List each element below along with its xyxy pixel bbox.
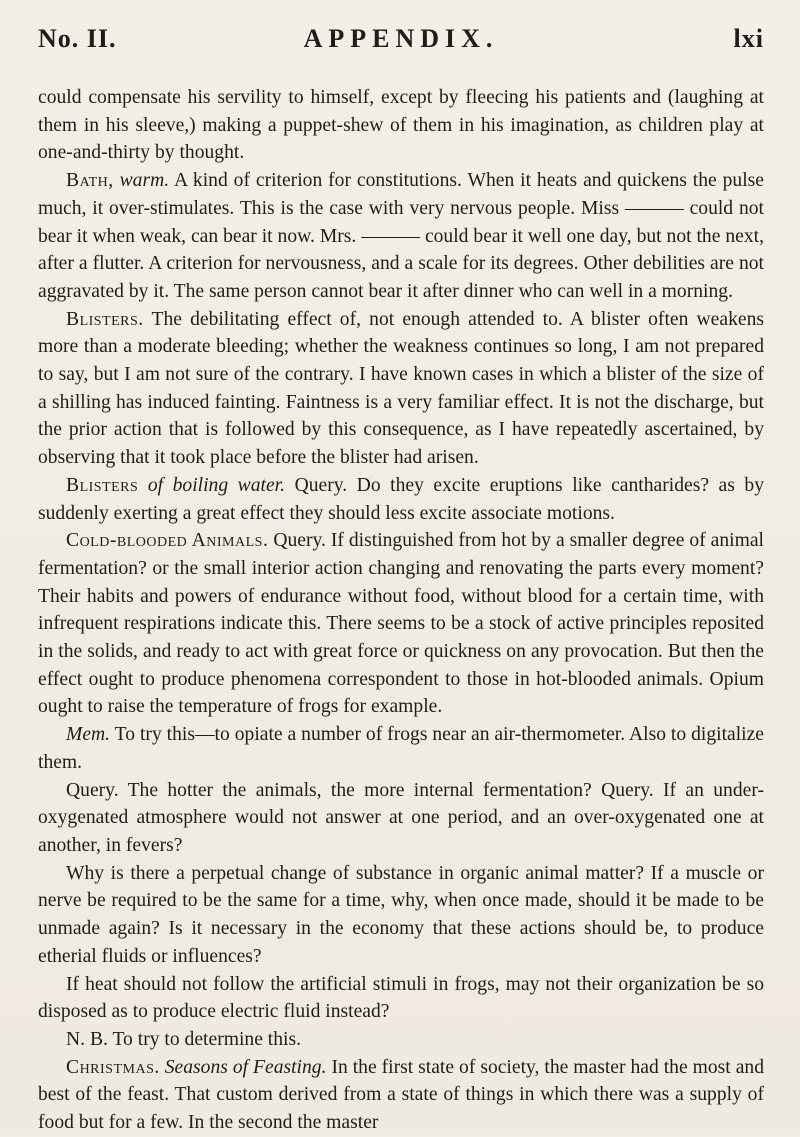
query-paragraph bbox=[38, 777, 764, 860]
header-title: APPENDIX. bbox=[303, 24, 499, 53]
entry-subheading: Seasons of Feasting. bbox=[164, 1056, 327, 1078]
entry-christmas bbox=[38, 1054, 764, 1137]
paragraph-text: Query. Do they excite eruptions like cantharides? as by suddenly exerting a great effect they should less excite associate motions. bbox=[38, 474, 764, 524]
entry-cold-blooded-animals bbox=[38, 527, 764, 721]
memo-label: Mem. bbox=[66, 724, 111, 746]
entry-heading: Cold-blooded Animals. bbox=[66, 530, 269, 552]
paragraph-text: In the first state of society, the master had the most and best of the feast. That custom derived from a state of things in which there was a supply of food but for a few. In the second the master bbox=[38, 1056, 764, 1134]
entry-subheading: warm. bbox=[119, 170, 170, 192]
page-body bbox=[38, 84, 764, 1137]
nota-bene-paragraph bbox=[38, 1026, 764, 1054]
entry-subheading: of boiling water. bbox=[147, 474, 286, 496]
running-header bbox=[38, 24, 764, 60]
entry-bath bbox=[38, 167, 764, 306]
entry-blisters-boiling-water bbox=[38, 472, 764, 527]
entry-blisters bbox=[38, 306, 764, 472]
header-section-number: No. II. bbox=[38, 24, 117, 53]
entry-heading: Christmas. bbox=[66, 1056, 160, 1078]
memo-paragraph bbox=[38, 721, 764, 776]
heat-paragraph bbox=[38, 971, 764, 1026]
paragraph-text: If heat should not follow the artificial stimuli in frogs, may not their organization be so disposed as to produce electric fluid instead? bbox=[38, 973, 764, 1023]
paragraph-text: Why is there a perpetual change of substance in organic animal matter? If a muscle or nerve be required to be the same for a time, why, when once made, should it be made to be unmade again? Is it necessary in the economy that these actions should be, to produce etherial fluids or influences? bbox=[38, 862, 764, 967]
paragraph-text: The debilitating effect of, not enough attended to. A blister often weakens more than a moderate bleeding; whether the weakness continues so long, I am not prepared to say, but I am not sure of the contrary. I have known cases in which a blister of the size of a shilling has induced fainting. Faintness is a very familiar effect. It is not the discharge, but the prior action that is followed by this consequence, as I have repeatedly ascertained, by observing that it took place before the blister had arisen. bbox=[38, 308, 764, 469]
paragraph-text: could compensate his servility to himself, except by fleecing his patients and (laughing at them in his sleeve,) making a puppet-shew of them in his imagination, as children play at one-and-thirty by thought. bbox=[38, 87, 764, 164]
paragraph-text: Query. If distinguished from hot by a smaller degree of animal fermentation? or the small interior action changing and renovating the parts every moment? Their habits and powers of endurance without food, without blood for a certain time, with infrequent respirations indicate this. There seems to be a stock of active principles reposited in the solids, and ready to act with great force or quickness on any provocation. But then the effect ought to produce phenomena correspondent to those in hot-blooded animals. Opium ought to raise the temperature of frogs for example. bbox=[38, 530, 764, 718]
header-page-number: lxi bbox=[733, 24, 764, 53]
paragraph-text: To try this—to opiate a number of frogs near an air-thermometer. Also to digitalize them. bbox=[38, 724, 764, 773]
question-paragraph bbox=[38, 860, 764, 971]
paragraph-text: A kind of criterion for constitutions. When it heats and quickens the pulse much, it over-stimulates. This is the case with very nervous people. Miss ——— could not bear it when weak, can bear it now. Mrs. ——— could bear it well one day, but not the next, after a flutter. A criterion for nervousness, and a scale for its degrees. Other debilities are not aggravated by it. The same person cannot bear it after dinner who can well in a morning. bbox=[38, 170, 764, 302]
paragraph-text: Query. The hotter the animals, the more internal fermentation? Query. If an under-oxygenated atmosphere would not answer at one period, and an over-oxygenated one at another, in fevers? bbox=[38, 779, 764, 856]
entry-heading: Blisters bbox=[66, 474, 139, 496]
entry-heading: Blisters. bbox=[66, 308, 144, 330]
paragraph-continuation bbox=[38, 84, 764, 167]
entry-heading: Bath, bbox=[66, 170, 114, 192]
paragraph-text: N. B. To try to determine this. bbox=[66, 1028, 302, 1050]
